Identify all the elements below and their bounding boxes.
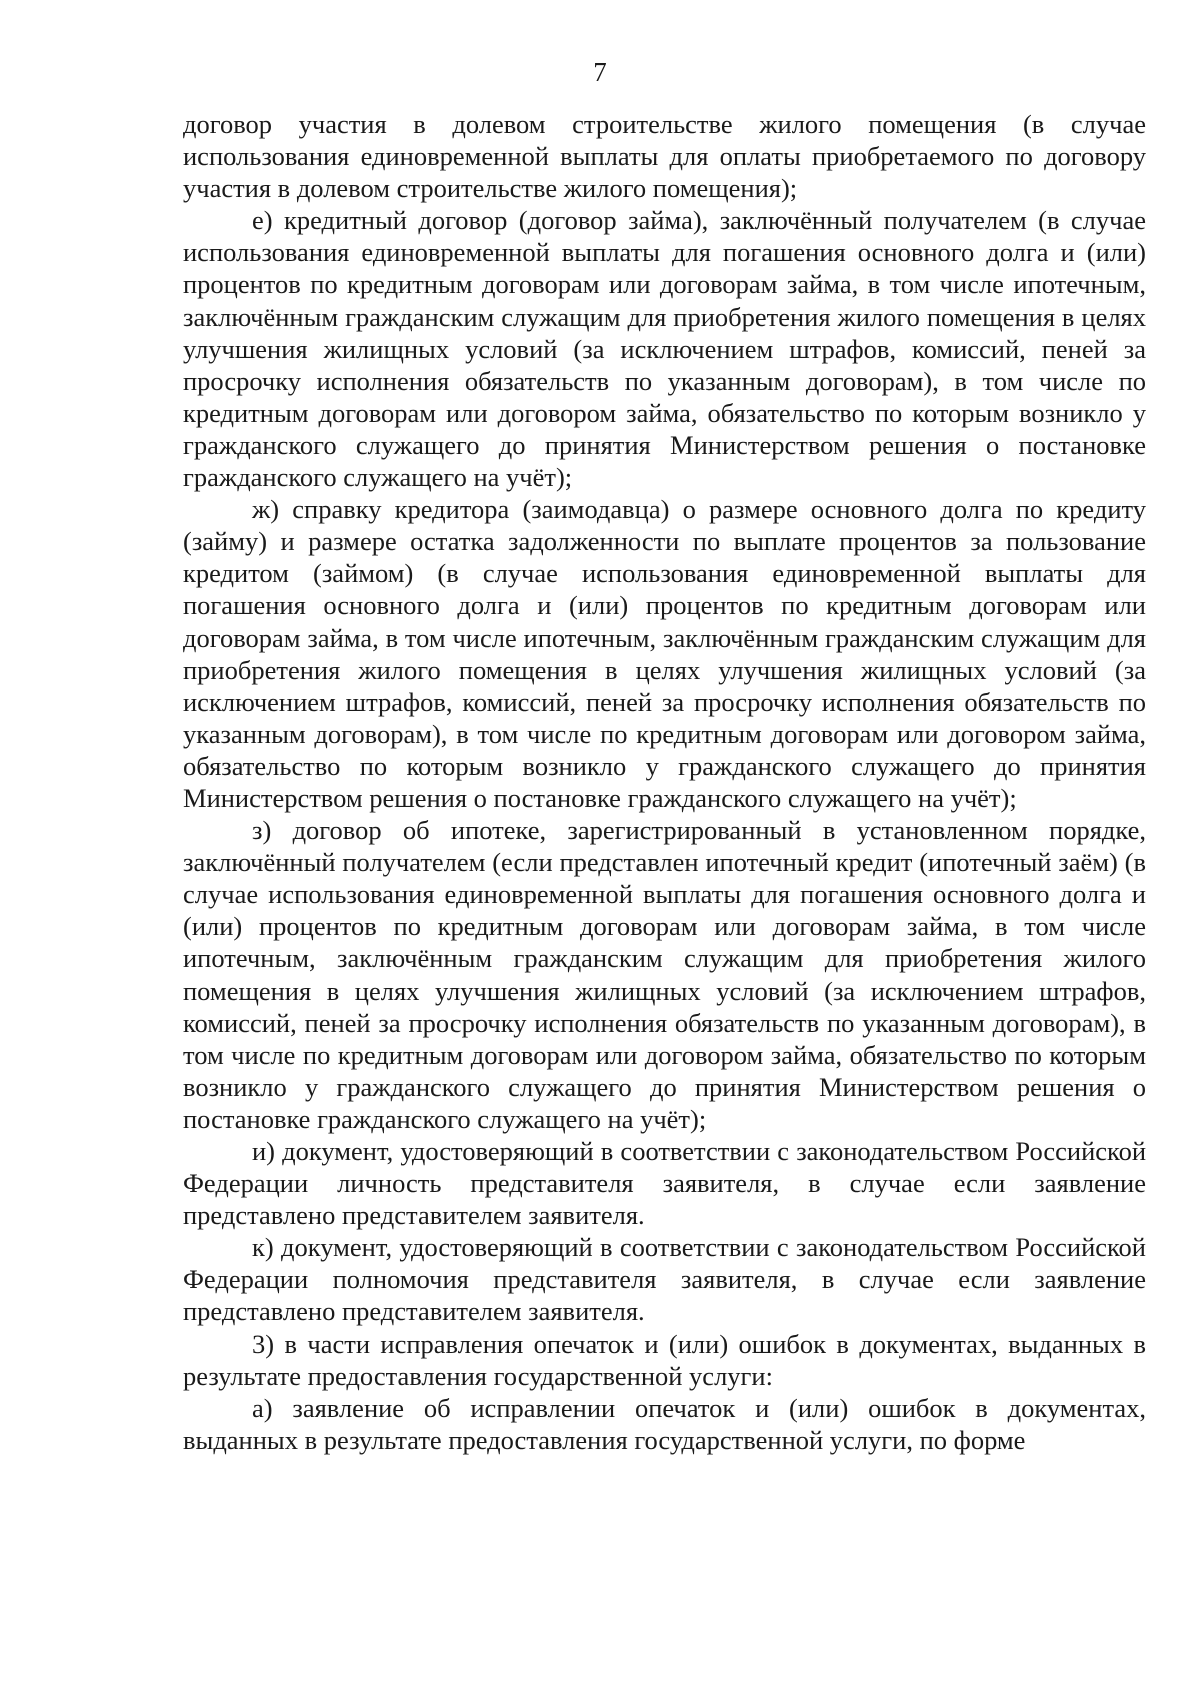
paragraph-section-3: 3) в части исправления опечаток и (или) ошибок в документах, выданных в результате предоставления государственной услуги: [183, 1328, 1146, 1391]
paragraph-item-e: е) кредитный договор (договор займа), заключённый получателем (в случае использования единовременной выплаты для погашения основного долга и (или) процентов по кредитным договорам или договорам займа, в том числе ипотечным, заключённым гражданским служащим для приобретения жилого помещения в целях улучшения жилищных условий (за исключением штрафов, комиссий, пеней за просрочку исполнения обязательств по указанным договорам), в том числе по кредитным договорам или договором займа, обязательство по которым возникло у гражданского служащего до принятия Министерством решения о постановке гражданского служащего на учёт); [183, 205, 1146, 493]
paragraph-item-z: з) договор об ипотеке, зарегистрированный в установленном порядке, заключённый получателем (если представлен ипотечный кредит (ипотечный заём) (в случае использования единовременной выплаты для погашения основного долга и (или) процентов по кредитным договорам или договорам займа, в том числе ипотечным, заключённым гражданским служащим для приобретения жилого помещения в целях улучшения жилищных условий (за исключением штрафов, комиссий, пеней за просрочку исполнения обязательств по указанным договорам), в том числе по кредитным договорам или договором займа, обязательство по которым возникло у гражданского служащего до принятия Министерством решения о постановке гражданского служащего на учёт); [183, 815, 1146, 1134]
page-number: 7 [593, 57, 607, 87]
paragraph-item-i: и) документ, удостоверяющий в соответствии с законодательством Российской Федерации личность представителя заявителя, в случае если заявление представлено представителем заявителя. [183, 1136, 1146, 1231]
document-body [183, 108, 1146, 1456]
paragraph-item-zh: ж) справку кредитора (заимодавца) о размере основного долга по кредиту (займу) и размере остатка задолженности по выплате процентов за пользование кредитом (займом) (в случае использования единовременной выплаты для погашения основного долга и (или) процентов по кредитным договорам или договорам займа, в том числе ипотечным, заключённым гражданским служащим для приобретения жилого помещения в целях улучшения жилищных условий (за исключением штрафов, комиссий, пеней за просрочку исполнения обязательств по указанным договорам), в том числе по кредитным договорам или договором займа, обязательство по которым возникло у гражданского служащего до принятия Министерством решения о постановке гражданского служащего на учёт); [183, 494, 1146, 813]
paragraph-item-a: а) заявление об исправлении опечаток и (или) ошибок в документах, выданных в результате предоставления государственной услуги, по форме [183, 1392, 1146, 1455]
paragraph-item-k: к) документ, удостоверяющий в соответствии с законодательством Российской Федерации полномочия представителя заявителя, в случае если заявление представлено представителем заявителя. [183, 1232, 1146, 1327]
paragraph-continuation: договор участия в долевом строительстве жилого помещения (в случае использования единовременной выплаты для оплаты приобретаемого по договору участия в долевом строительстве жилого помещения); [183, 109, 1146, 204]
